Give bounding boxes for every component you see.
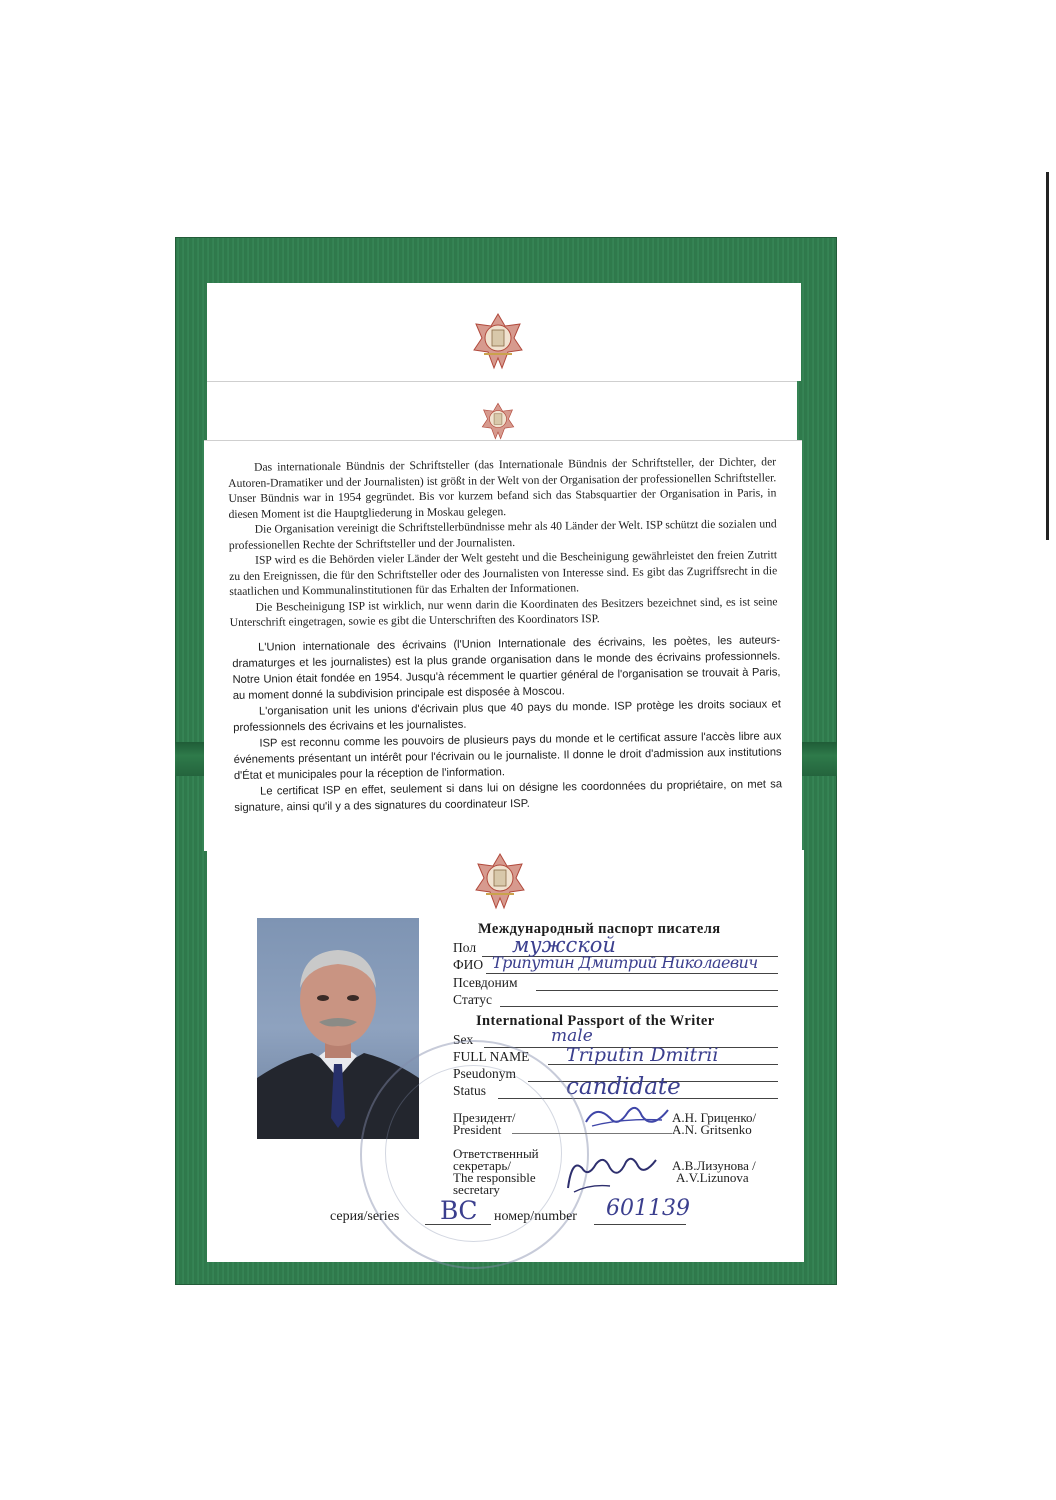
number-label: номер/number [494, 1209, 577, 1224]
name-label-en: FULL NAME [453, 1049, 530, 1064]
field-line [536, 990, 778, 991]
secretary-name-ru: А.В.Лизунова / [672, 1158, 756, 1173]
heading-russian: Международный паспорт писателя [478, 921, 721, 937]
president-label-ru: Президент/ [453, 1110, 516, 1125]
status-label-en: Status [453, 1083, 487, 1098]
signature [582, 1100, 672, 1134]
german-paragraph: Die Organisation vereinigt die Schriftstellerbündnisse mehr als 40 Länder der Welt. ISP schützt die sozialen und professionellen Rechte der Schriftsteller und der Journalisten. [228, 517, 777, 552]
pseudonym-label-en: Pseudonym [453, 1066, 517, 1081]
field-line [594, 1224, 686, 1225]
sex-value-en: male [551, 1026, 593, 1046]
german-paragraph: ISP wird es die Behörden vieler Länder der Welt gesteht und die Bescheinigung gewährleistet den freien Zutritt zu den Ereignissen, die für den Schriftsteller oder des Journalisten von Interesse sind. Es gibt das Zugriffsrecht in die staatlichen und Kommunalinstitutionen für das Erhalten der Informationen. [229, 548, 778, 598]
pseudonym-label-ru: Псевдоним [453, 975, 518, 990]
fio-value: Трипутин Дмитрий Николаевич [492, 953, 758, 972]
french-text [232, 632, 782, 816]
french-paragraph: ISP est reconnu comme les pouvoirs de plusieurs pays du monde et le certificat assure l'accès libre aux événements présentant un intérêt pour l'écrivain ou le journaliste. Il donne le droit d'admission aux institutions d'État et municipales pour la réception de l'information. [233, 730, 782, 782]
french-paragraph: Le certificat ISP en effet, seulement si dans lui on désigne les coordonnées du propriétaire, on met sa signature, ainsi qu'il y a des signatures du coordinateur ISP. [234, 778, 783, 814]
signature [560, 1148, 660, 1198]
emblem-icon [472, 312, 524, 370]
german-text [228, 454, 778, 630]
series-value: ВС [440, 1196, 478, 1225]
german-paragraph: Die Bescheinigung ISP ist wirklich, nur wenn darin die Koordinaten des Besitzers bezeichnet sind, es ist seine Unterschrift eingetragen, sowie es gibt die Unterschriften des Koordinators ISP. [229, 594, 778, 629]
secretary-label: Ответственный [453, 1146, 539, 1161]
field-line [500, 1006, 778, 1007]
emblem-icon [472, 402, 524, 440]
name-value-en: Triputin Dmitrii [566, 1044, 719, 1066]
scan-edge-mark [1046, 172, 1049, 540]
status-label-ru: Статус [453, 992, 492, 1007]
emblem-icon [474, 852, 526, 910]
heading-english: International Passport of the Writer [476, 1013, 715, 1029]
number-value: 601139 [606, 1196, 690, 1221]
french-paragraph: L'Union internationale des écrivains (l'Union Internationale des écrivains, les poètes, les auteurs-dramaturges et les journalistes) est la plus grande organisation dans le monde des écrivains professionnels. Notre Union était fondée en 1954. Jusqu'à récemment le quartier général de l'organisation se trouvait à Paris, au moment donné la subdivision principale est disposée à Moscou. [232, 634, 781, 702]
sex-value-ru: мужской [512, 933, 616, 957]
sex-label-ru: Пол [453, 940, 477, 955]
german-paragraph: Das internationale Bündnis der Schriftsteller (das Internationale Bündnis der Schriftsteller, der Dichter, der Autoren-Dramatiker und der Journalisten) ist größt in der Welt von der Organisation der professionellen Schriftsteller. Unser Bündnis war in 1954 gegründet. Bis vor kurzem befand sich das Stabsquartier der Organisation in Paris, in diesen Moment ist die Hauptgliederung in Moskau gelegen. [228, 455, 777, 521]
sex-label-en: Sex [453, 1032, 474, 1047]
president-name-ru: А.Н. Гриценко/ [672, 1110, 757, 1125]
secretary-label: secretary [453, 1182, 500, 1197]
secretary-label: секретарь/ [453, 1158, 511, 1173]
status-value-en: candidate [566, 1074, 681, 1100]
secretary-label: The responsible [453, 1170, 536, 1185]
french-paragraph: L'organisation unit les unions d'écrivain plus que 40 pays du monde. ISP protège les droits sociaux et professionnels des écrivains et les journalistes. [233, 698, 782, 734]
secretary-name-en: A.V.Lizunova [676, 1170, 749, 1185]
president-label-en: President [453, 1122, 502, 1137]
field-line [486, 973, 778, 974]
president-name-en: A.N. Gritsenko [672, 1122, 752, 1137]
fio-label: ФИО [453, 957, 484, 972]
series-label: серия/series [330, 1209, 400, 1224]
